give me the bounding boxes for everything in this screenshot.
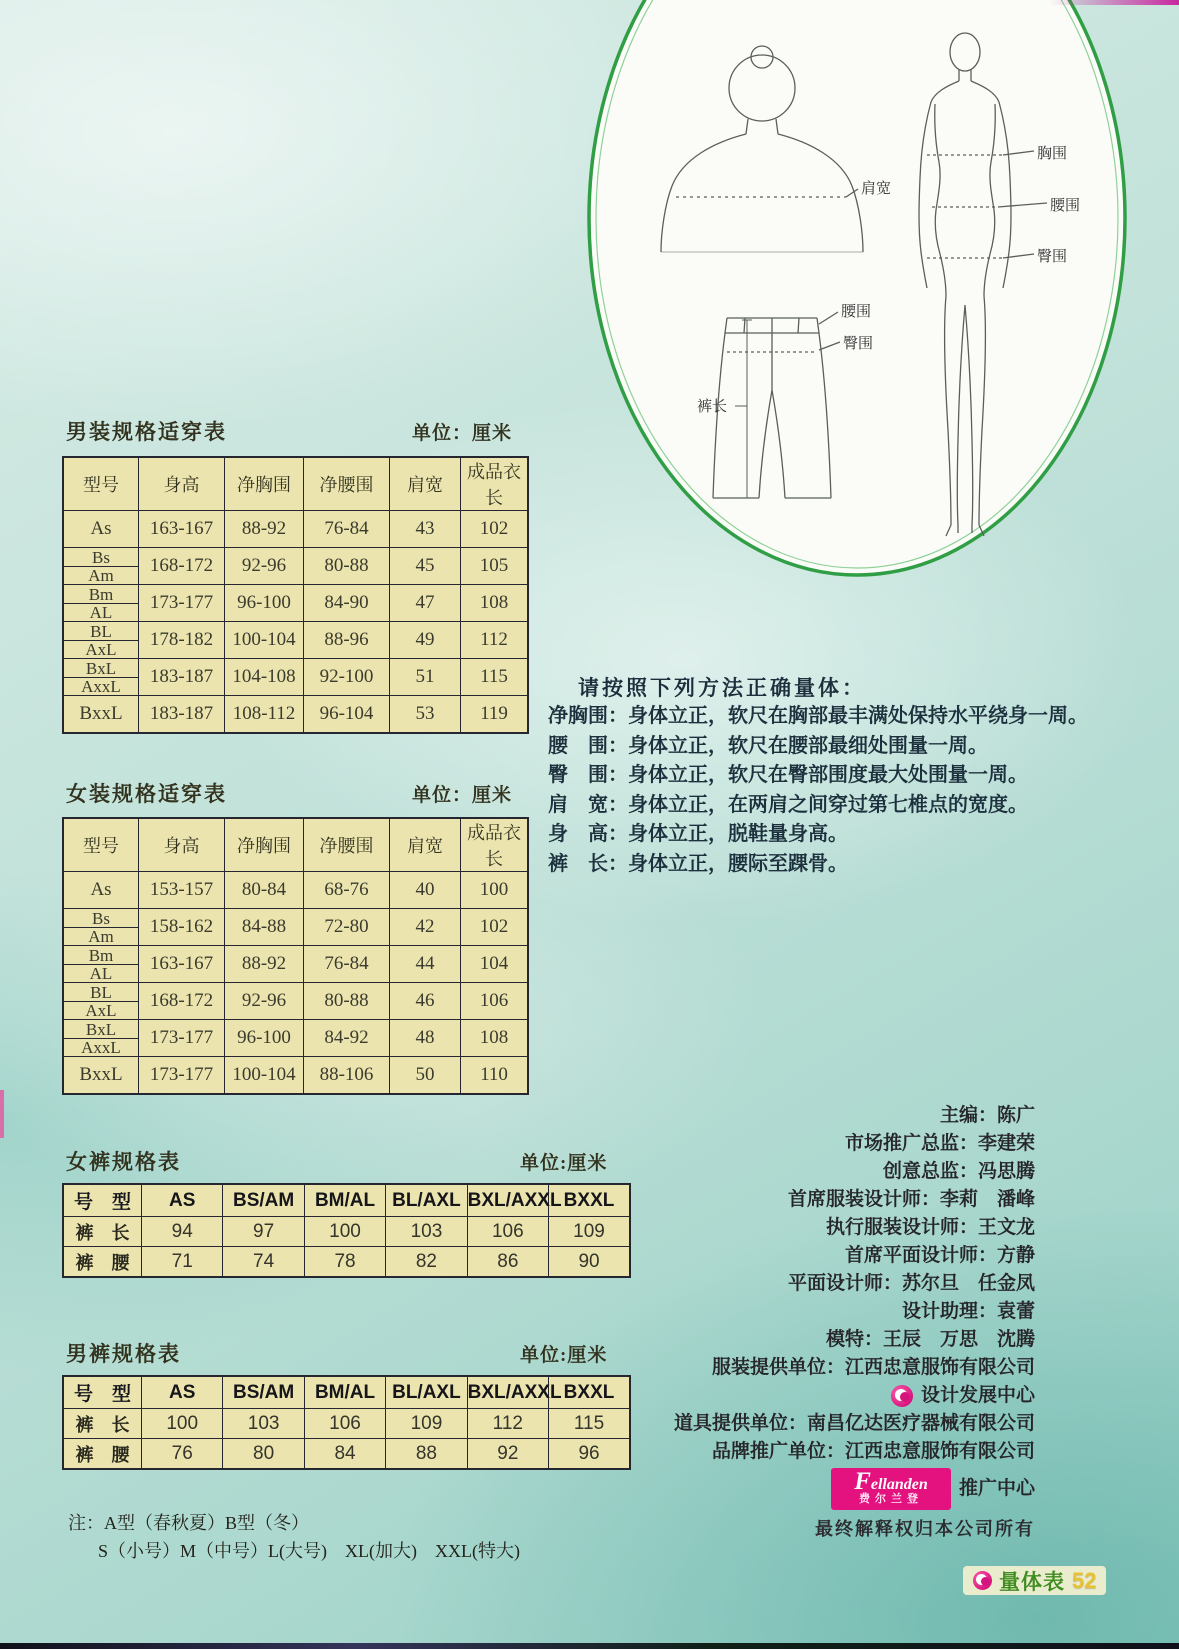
value-cell: 46 — [390, 983, 461, 1020]
value-cell: 92-96 — [225, 548, 304, 585]
value-cell: 80 — [223, 1439, 304, 1470]
value-cell: 48 — [390, 1020, 461, 1057]
row-label-cell — [63, 909, 139, 946]
value-cell: 115 — [549, 1409, 630, 1439]
diagram-label-shoulder-width: 肩宽 — [861, 180, 892, 197]
credit-line: 创意总监：冯思腾 — [882, 1161, 1035, 1182]
value-cell: 47 — [390, 585, 461, 622]
column-header: BS/AM — [223, 1376, 304, 1409]
men-garment-title: 男装规格适穿表 — [66, 420, 227, 444]
credit-line: 服装提供单位：江西忠意服饰有限公司 — [711, 1357, 1035, 1378]
promotion-center-label: 推广中心 — [958, 1478, 1035, 1499]
row-label-cell — [63, 659, 139, 696]
value-cell: 88 — [386, 1439, 467, 1470]
column-header: 肩宽 — [390, 818, 461, 872]
value-cell: 106 — [467, 1217, 548, 1247]
value-cell: 163-167 — [139, 946, 225, 983]
instructions-list — [548, 702, 1088, 879]
instruction-line: 裤 长：身体立正，腰际至踝骨。 — [548, 852, 848, 875]
table-row — [63, 909, 528, 946]
value-cell: 96 — [549, 1439, 630, 1470]
column-header: BL/AXL — [386, 1376, 467, 1409]
table-row — [63, 983, 528, 1020]
row-label-cell — [63, 548, 139, 585]
diagram-label-pants-hip: 臀围 — [843, 335, 874, 352]
value-cell: 96-104 — [304, 696, 390, 734]
row-label-cell — [63, 946, 139, 983]
fellanden-latin-label: Fellanden — [854, 1467, 928, 1495]
value-cell: 84-88 — [225, 909, 304, 946]
value-cell: 115 — [461, 659, 529, 696]
men-garment-table — [62, 456, 529, 734]
instruction-line: 臀 围：身体立正，软尺在臀部围度最大处围量一周。 — [548, 764, 1028, 786]
value-cell: 92-100 — [304, 659, 390, 696]
value-cell: 94 — [142, 1217, 223, 1247]
column-header: BM/AL — [304, 1376, 385, 1409]
value-cell: 178-182 — [139, 622, 225, 659]
footer-logo-icon — [973, 1571, 992, 1590]
credit-line: 市场推广总监：李建荣 — [844, 1133, 1035, 1154]
table-row — [63, 659, 528, 696]
instruction-line: 净胸围：身体立正，软尺在胸部最丰满处保持水平绕身一周。 — [548, 705, 1088, 727]
value-cell: 183-187 — [139, 696, 225, 734]
value-cell: 40 — [390, 872, 461, 909]
column-header: BXL/AXXL — [467, 1376, 548, 1409]
instruction-line: 身 高：身体立正，脱鞋量身高。 — [548, 823, 848, 845]
value-cell: 100 — [142, 1409, 223, 1439]
type-label: AL — [89, 602, 113, 622]
value-cell: 105 — [461, 548, 529, 585]
column-header: BXXL — [549, 1376, 630, 1409]
value-cell: 103 — [386, 1217, 467, 1247]
value-cell: 92 — [467, 1439, 548, 1470]
value-cell: 53 — [390, 696, 461, 734]
value-cell: 106 — [461, 983, 529, 1020]
column-header: 净胸围 — [225, 457, 304, 511]
instruction-line: 腰 围：身体立正，软尺在腰部最细处围量一周。 — [548, 734, 988, 757]
value-cell: 108 — [461, 585, 529, 622]
value-cell: 100-104 — [225, 622, 304, 659]
size-table — [62, 817, 529, 1095]
value-cell: 84 — [304, 1439, 385, 1470]
row-label-cell — [63, 622, 139, 659]
value-cell: 103 — [223, 1409, 304, 1439]
column-header: 身高 — [139, 818, 225, 872]
type-label: BxL — [64, 1021, 138, 1039]
type-label: AxL — [85, 1000, 117, 1020]
type-label: AxxL — [81, 676, 121, 696]
men-pants-unit: 单位:厘米 — [520, 1345, 608, 1366]
brand-promoter-line: 品牌推广单位：江西忠意服饰有限公司 — [711, 1441, 1035, 1462]
credits-list — [395, 1102, 1035, 1382]
row-label-cell: 裤 腰 — [63, 1247, 142, 1278]
value-cell: 173-177 — [139, 1057, 225, 1095]
value-cell: 97 — [223, 1217, 304, 1247]
column-header: 型号 — [63, 457, 139, 511]
note-line-1: 注：A型（春秋夏）B型（冬） — [68, 1513, 310, 1533]
table-row — [63, 585, 528, 622]
men-garment-unit: 单位：厘米 — [412, 423, 513, 444]
value-cell: 109 — [386, 1409, 467, 1439]
value-cell: 71 — [142, 1247, 223, 1278]
note-line-2: S（小号）M（中号）L(大号) XL(加大) XXL(特大) — [98, 1541, 520, 1561]
row-label-cell: BxxL — [63, 1057, 139, 1095]
row-label-cell — [63, 585, 139, 622]
type-label: BxL — [64, 660, 138, 678]
women-pants-title: 女裤规格表 — [66, 1150, 181, 1174]
scan-edge-bottom — [0, 1643, 1179, 1649]
women-garment-title: 女装规格适穿表 — [66, 782, 227, 806]
row-label-cell: 裤 长 — [63, 1217, 142, 1247]
value-cell: 96-100 — [225, 585, 304, 622]
value-cell: 104 — [461, 946, 529, 983]
diagram-label-pants-waist: 腰围 — [841, 303, 872, 320]
column-header: 净胸围 — [225, 818, 304, 872]
diagram-ellipse — [589, 0, 1125, 575]
value-cell: 76-84 — [304, 511, 390, 548]
type-label: Bs — [64, 549, 138, 567]
value-cell: 88-92 — [225, 511, 304, 548]
fellanden-cn-label: 费尔兰登 — [858, 1492, 923, 1505]
type-label: BL — [64, 984, 138, 1002]
footer-page-number: 52 — [1072, 1567, 1097, 1593]
table-row — [63, 1020, 528, 1057]
type-label: BL — [64, 623, 138, 641]
header-row — [63, 457, 528, 511]
value-cell: 96-100 — [225, 1020, 304, 1057]
column-header: 号 型 — [63, 1376, 142, 1409]
value-cell: 80-88 — [304, 983, 390, 1020]
value-cell: 44 — [390, 946, 461, 983]
value-cell: 112 — [467, 1409, 548, 1439]
value-cell: 168-172 — [139, 548, 225, 585]
column-header: 净腰围 — [304, 457, 390, 511]
value-cell: 100 — [304, 1217, 385, 1247]
value-cell: 45 — [390, 548, 461, 585]
footer-badge — [963, 1566, 1106, 1595]
column-header: 身高 — [139, 457, 225, 511]
value-cell: 86 — [467, 1247, 548, 1278]
value-cell: 108 — [461, 1020, 529, 1057]
disclaimer-text: 最终解释权归本公司所有 — [815, 1519, 1035, 1539]
scan-edge-left — [0, 1090, 4, 1138]
table-row — [63, 946, 528, 983]
header-row — [63, 818, 528, 872]
scan-edge-top — [1049, 0, 1179, 5]
value-cell: 102 — [461, 511, 529, 548]
row-label-cell: As — [63, 872, 139, 909]
value-cell: 82 — [386, 1247, 467, 1278]
diagram-label-chest: 胸围 — [1037, 145, 1068, 162]
type-label: AxxL — [81, 1037, 121, 1057]
column-header: 号 型 — [63, 1184, 142, 1217]
value-cell: 100 — [461, 872, 529, 909]
value-cell: 84-92 — [304, 1020, 390, 1057]
value-cell: 109 — [549, 1217, 630, 1247]
column-header: BL/AXL — [386, 1184, 467, 1217]
value-cell: 110 — [461, 1057, 529, 1095]
column-header: BS/AM — [223, 1184, 304, 1217]
row-label-cell — [63, 983, 139, 1020]
credit-line: 模特：王辰 万思 沈腾 — [825, 1329, 1035, 1350]
value-cell: 76 — [142, 1439, 223, 1470]
design-center-label: 设计发展中心 — [920, 1385, 1035, 1406]
value-cell: 49 — [390, 622, 461, 659]
value-cell: 173-177 — [139, 585, 225, 622]
column-header: AS — [142, 1376, 223, 1409]
value-cell: 88-92 — [225, 946, 304, 983]
women-pants-unit: 单位:厘米 — [520, 1153, 608, 1174]
credit-line: 平面设计师：苏尔旦 任金凤 — [787, 1273, 1035, 1294]
value-cell: 80-84 — [225, 872, 304, 909]
value-cell: 42 — [390, 909, 461, 946]
value-cell: 163-167 — [139, 511, 225, 548]
column-header: BM/AL — [304, 1184, 385, 1217]
table-row — [63, 1057, 528, 1095]
diagram-label-waist: 腰围 — [1050, 197, 1081, 214]
value-cell: 80-88 — [304, 548, 390, 585]
instructions-title: 请按照下列方法正确量体： — [578, 676, 866, 700]
table-row — [63, 622, 528, 659]
credit-line: 执行服装设计师：王文龙 — [825, 1217, 1035, 1238]
type-label: AxL — [85, 639, 117, 659]
value-cell: 78 — [304, 1247, 385, 1278]
table-row — [63, 511, 528, 548]
type-label: Bm — [64, 586, 138, 604]
value-cell: 84-90 — [304, 585, 390, 622]
credit-line: 主编：陈广 — [939, 1105, 1035, 1126]
footer-section-label: 量体表 — [999, 1570, 1065, 1594]
column-header: 肩宽 — [390, 457, 461, 511]
value-cell: 158-162 — [139, 909, 225, 946]
type-label: Am — [88, 926, 114, 946]
value-cell: 90 — [549, 1247, 630, 1278]
value-cell: 68-76 — [304, 872, 390, 909]
value-cell: 76-84 — [304, 946, 390, 983]
value-cell: 74 — [223, 1247, 304, 1278]
column-header: 型号 — [63, 818, 139, 872]
row-label-cell — [63, 1020, 139, 1057]
value-cell: 173-177 — [139, 1020, 225, 1057]
value-cell: 102 — [461, 909, 529, 946]
value-cell: 108-112 — [225, 696, 304, 734]
value-cell: 51 — [390, 659, 461, 696]
type-label: AL — [89, 963, 113, 983]
value-cell: 50 — [390, 1057, 461, 1095]
credit-line: 设计助理：袁蕾 — [901, 1301, 1035, 1322]
row-label-cell: 裤 腰 — [63, 1439, 142, 1470]
value-cell: 43 — [390, 511, 461, 548]
value-cell: 88-96 — [304, 622, 390, 659]
men-pants-title: 男裤规格表 — [66, 1342, 181, 1366]
women-garment-table — [62, 817, 529, 1095]
measurement-diagram — [555, 0, 1179, 590]
value-cell: 104-108 — [225, 659, 304, 696]
value-cell: 183-187 — [139, 659, 225, 696]
row-label-cell: BxxL — [63, 696, 139, 734]
table-row — [63, 872, 528, 909]
prop-provider-line: 道具提供单位：南昌亿达医疗器械有限公司 — [673, 1413, 1035, 1434]
type-label: Bm — [64, 947, 138, 965]
value-cell: 168-172 — [139, 983, 225, 1020]
design-center-logo-icon — [891, 1385, 913, 1407]
instruction-line: 肩 宽：身体立正，在两肩之间穿过第七椎点的宽度。 — [548, 793, 1028, 816]
column-header: AS — [142, 1184, 223, 1217]
value-cell: 72-80 — [304, 909, 390, 946]
column-header: 净腰围 — [304, 818, 390, 872]
value-cell: 88-106 — [304, 1057, 390, 1095]
promotion-center-row — [395, 1468, 1035, 1510]
value-cell: 112 — [461, 622, 529, 659]
women-garment-unit: 单位：厘米 — [412, 785, 513, 806]
row-label-cell: As — [63, 511, 139, 548]
value-cell: 119 — [461, 696, 529, 734]
column-header: 成品衣长 — [461, 818, 529, 872]
value-cell: 92-96 — [225, 983, 304, 1020]
fellanden-logo — [831, 1468, 951, 1510]
table-row — [63, 696, 528, 734]
column-header: BXL/AXXL — [467, 1184, 548, 1217]
value-cell: 153-157 — [139, 872, 225, 909]
design-center-row — [395, 1382, 1035, 1410]
diagram-label-hip: 臀围 — [1037, 248, 1068, 265]
column-header: BXXL — [549, 1184, 630, 1217]
type-label: Am — [88, 565, 114, 585]
credit-line: 首席服装设计师：李莉 潘峰 — [787, 1189, 1035, 1210]
credit-line: 首席平面设计师：方静 — [844, 1245, 1035, 1266]
column-header: 成品衣长 — [461, 457, 529, 511]
credits-block — [395, 1102, 1035, 1542]
type-label: Bs — [64, 910, 138, 928]
value-cell: 106 — [304, 1409, 385, 1439]
value-cell: 100-104 — [225, 1057, 304, 1095]
size-table — [62, 456, 529, 734]
diagram-label-pants-length: 裤长 — [697, 398, 728, 415]
row-label-cell: 裤 长 — [63, 1409, 142, 1439]
table-row — [63, 548, 528, 585]
